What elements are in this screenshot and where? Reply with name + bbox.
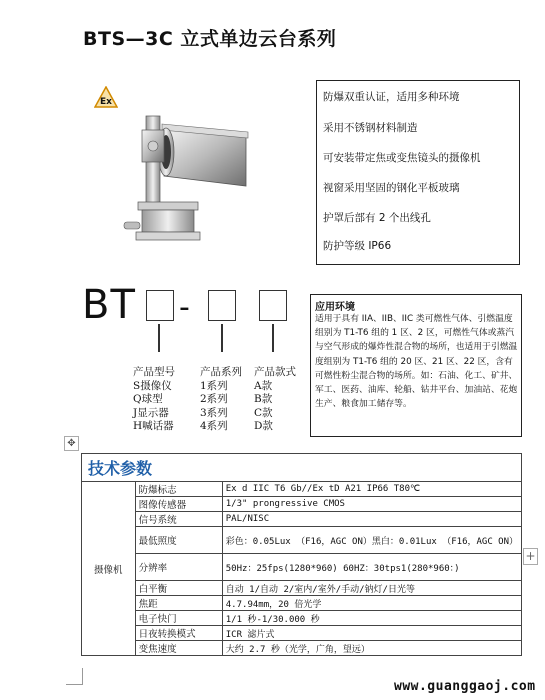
feature-item: 防爆双重认证，适用多种环境 xyxy=(323,91,460,103)
spec-table xyxy=(81,453,522,656)
column-header: 产品型号 xyxy=(133,366,175,378)
column-item: H喊话器 xyxy=(133,420,174,432)
spec-value: 4.7.94mm，20 倍光学 xyxy=(222,596,521,611)
spec-value: Ex d IIC T6 Gb//Ex tD A21 IP66 T80℃ xyxy=(222,482,521,497)
spec-name: 白平衡 xyxy=(135,581,222,596)
spec-value: 彩色：0.05Lux （F16，AGC ON）黑白：0.01Lux （F16，AGC ON） xyxy=(222,527,521,554)
spec-name: 信号系统 xyxy=(135,512,222,527)
connector-line xyxy=(272,324,274,352)
spec-name: 防爆标志 xyxy=(135,482,222,497)
table-row xyxy=(82,581,522,596)
feature-item: 视窗采用坚固的钢化平板玻璃 xyxy=(323,182,460,194)
environment-box xyxy=(310,294,522,437)
spec-name: 日夜转换模式 xyxy=(135,626,222,641)
environment-text: 适用于具有 IIA、IIB、IIC 类可燃性气体、引燃温度组别为 T1-T6 组的 1 区、2 区，可燃性气体或蒸汽与空气形成的爆炸性混合物的场所，也适用于引燃温度组别为 T1-T6 组的 20 区、21 区、22 区，含有可燃性粉尘混合物的场所。如：石油、化工、矿井、军工、医药、油库、轮船、钻井平台、加油站、花炮生产、粮食加工储存等。 xyxy=(315,314,518,410)
connector-line xyxy=(158,324,160,352)
spec-name: 分辨率 xyxy=(135,554,222,581)
column-item: S摄像仪 xyxy=(133,379,172,392)
table-row xyxy=(82,512,522,527)
spec-name: 变焦速度 xyxy=(135,641,222,656)
feature-item: 可安装带定焦或变焦镜头的摄像机 xyxy=(323,152,481,164)
spec-name: 焦距 xyxy=(135,596,222,611)
spec-value: PAL/NISC xyxy=(222,512,521,527)
column-item: 3系列 xyxy=(200,406,228,419)
document-title: BTS—3C 立式单边云台系列 xyxy=(83,28,337,50)
model-column-series xyxy=(200,366,242,434)
add-column-icon[interactable]: + xyxy=(523,548,538,565)
model-column-type xyxy=(133,366,175,434)
column-header: 产品系列 xyxy=(200,366,242,378)
spec-value: ICR 滤片式 xyxy=(222,626,521,641)
model-code-box xyxy=(208,290,236,321)
column-item: A款 xyxy=(254,379,273,392)
table-row xyxy=(82,527,522,554)
model-column-style xyxy=(254,366,296,434)
model-code-box xyxy=(259,290,287,321)
spec-value: 1/1 秒-1/30.000 秒 xyxy=(222,611,521,626)
model-separator: - xyxy=(179,290,190,325)
column-header: 产品款式 xyxy=(254,366,296,378)
environment-title: 应用环境 xyxy=(315,302,355,313)
table-row xyxy=(82,611,522,626)
spec-value: 大约 2.7 秒（光学，广角，望远） xyxy=(222,641,521,656)
feature-item: 防护等级 IP66 xyxy=(323,240,392,252)
spec-name: 最低照度 xyxy=(135,527,222,554)
spec-value: 自动 1/自动 2/室内/室外/手动/钠灯/日光等 xyxy=(222,581,521,596)
table-row xyxy=(82,497,522,512)
spec-category: 摄像机 xyxy=(82,482,136,656)
column-item: B款 xyxy=(254,393,273,405)
model-prefix: BT xyxy=(82,282,136,328)
column-item: 4系列 xyxy=(200,420,228,432)
spec-name: 电子快门 xyxy=(135,611,222,626)
table-row xyxy=(82,482,522,497)
table-move-handle-icon[interactable]: ✥ xyxy=(64,436,79,451)
table-row xyxy=(82,554,522,581)
feature-item: 采用不锈钢材料制造 xyxy=(323,122,418,134)
spec-value: 50Hz：25fps(1280*960) 60HZ：30tps1(280*960：) xyxy=(222,554,521,581)
ex-explosion-proof-logo xyxy=(94,86,118,108)
watermark: www.guanggaoj.com xyxy=(394,679,536,694)
column-item: 1系列 xyxy=(200,379,228,392)
feature-item: 护罩后部有 2 个出线孔 xyxy=(323,212,431,224)
column-item: D款 xyxy=(254,420,273,432)
spec-name: 图像传感器 xyxy=(135,497,222,512)
table-row xyxy=(82,596,522,611)
connector-line xyxy=(221,324,223,352)
column-item: Q球型 xyxy=(133,393,163,405)
column-item: J显示器 xyxy=(133,406,169,419)
column-item: C款 xyxy=(254,406,273,419)
camera-product-image xyxy=(118,106,253,256)
features-box xyxy=(316,80,520,265)
model-code-box xyxy=(146,290,174,321)
table-row xyxy=(82,626,522,641)
table-row xyxy=(82,641,522,656)
ex-logo-text: Ex xyxy=(100,97,112,107)
spec-value: 1/3" prongressive CMOS xyxy=(222,497,521,512)
column-item: 2系列 xyxy=(200,393,228,405)
page-corner-mark xyxy=(66,668,83,685)
spec-heading: 技术参数 xyxy=(82,454,522,482)
